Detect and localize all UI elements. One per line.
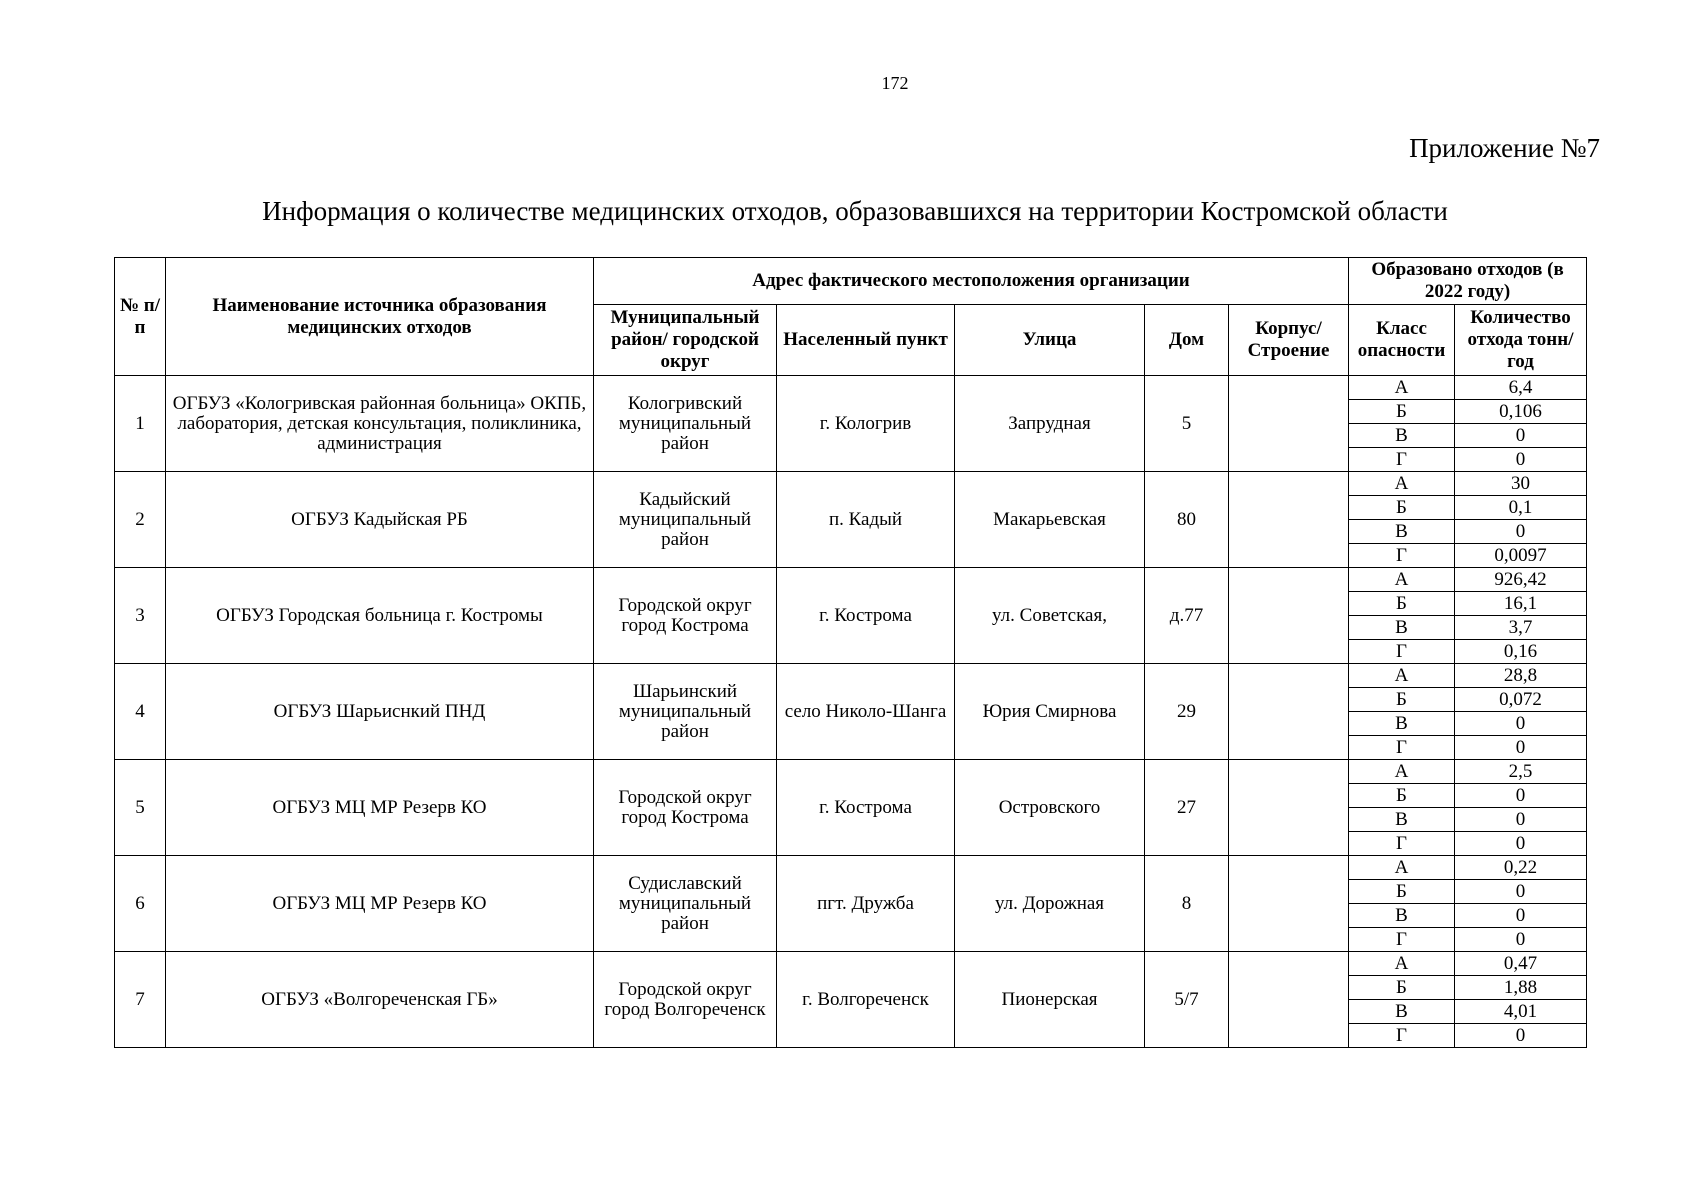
street-cell: Макарьевская <box>955 472 1145 568</box>
locality-cell: г. Кострома <box>777 568 955 664</box>
hazard-class-cell: Г <box>1349 544 1455 568</box>
source-name-cell: ОГБУЗ МЦ МР Резерв КО <box>166 760 594 856</box>
hazard-class-cell: Г <box>1349 736 1455 760</box>
amount-cell: 4,01 <box>1455 1000 1587 1024</box>
street-cell: Запрудная <box>955 376 1145 472</box>
table-row <box>115 568 1587 592</box>
locality-cell: г. Волгореченск <box>777 952 955 1048</box>
table-body <box>115 376 1587 1048</box>
hazard-class-cell: Б <box>1349 592 1455 616</box>
hazard-class-cell: А <box>1349 376 1455 400</box>
source-name-cell: ОГБУЗ МЦ МР Резерв КО <box>166 856 594 952</box>
hazard-class-cell: В <box>1349 712 1455 736</box>
locality-cell: г. Кологрив <box>777 376 955 472</box>
hazard-class-cell: А <box>1349 952 1455 976</box>
amount-cell: 0 <box>1455 736 1587 760</box>
amount-cell: 0 <box>1455 904 1587 928</box>
table-row <box>115 376 1587 400</box>
amount-cell: 0 <box>1455 784 1587 808</box>
amount-cell: 3,7 <box>1455 616 1587 640</box>
header-address-group: Адрес фактического местоположения организации <box>594 258 1349 305</box>
appendix-label: Приложение №7 <box>1409 133 1600 163</box>
street-cell: Пионерская <box>955 952 1145 1048</box>
municipality-cell: Судиславский муниципальный район <box>594 856 777 952</box>
amount-cell: 0 <box>1455 880 1587 904</box>
building-cell <box>1229 952 1349 1048</box>
municipality-cell: Кадыйский муниципальный район <box>594 472 777 568</box>
municipality-cell: Городской округ город Кострома <box>594 760 777 856</box>
document-title: Информация о количестве медицинских отходов, образовавшихся на территории Костромской области <box>262 196 1448 226</box>
building-cell <box>1229 664 1349 760</box>
locality-cell: село Николо-Шанга <box>777 664 955 760</box>
amount-cell: 0,22 <box>1455 856 1587 880</box>
hazard-class-cell: В <box>1349 808 1455 832</box>
hazard-class-cell: Б <box>1349 976 1455 1000</box>
source-name-cell: ОГБУЗ Городская больница г. Костромы <box>166 568 594 664</box>
building-cell <box>1229 472 1349 568</box>
locality-cell: п. Кадый <box>777 472 955 568</box>
locality-cell: пгт. Дружба <box>777 856 955 952</box>
table-row <box>115 472 1587 496</box>
amount-cell: 0,16 <box>1455 640 1587 664</box>
house-cell: 29 <box>1145 664 1229 760</box>
hazard-class-cell: В <box>1349 904 1455 928</box>
municipality-cell: Шарьинский муниципальный район <box>594 664 777 760</box>
amount-cell: 0 <box>1455 424 1587 448</box>
amount-cell: 2,5 <box>1455 760 1587 784</box>
hazard-class-cell: Г <box>1349 448 1455 472</box>
municipality-cell: Городской округ город Кострома <box>594 568 777 664</box>
row-number-cell: 5 <box>115 760 166 856</box>
amount-cell: 0 <box>1455 520 1587 544</box>
building-cell <box>1229 760 1349 856</box>
building-cell <box>1229 376 1349 472</box>
source-name-cell: ОГБУЗ Кадыйская РБ <box>166 472 594 568</box>
hazard-class-cell: Б <box>1349 400 1455 424</box>
row-number-cell: 1 <box>115 376 166 472</box>
amount-cell: 0 <box>1455 808 1587 832</box>
hazard-class-cell: В <box>1349 424 1455 448</box>
header-hazard-class: Класс опасности <box>1349 305 1455 376</box>
header-street: Улица <box>955 305 1145 376</box>
table-row <box>115 760 1587 784</box>
amount-cell: 6,4 <box>1455 376 1587 400</box>
amount-cell: 926,42 <box>1455 568 1587 592</box>
locality-cell: г. Кострома <box>777 760 955 856</box>
source-name-cell: ОГБУЗ «Волгореченская ГБ» <box>166 952 594 1048</box>
hazard-class-cell: Б <box>1349 880 1455 904</box>
municipality-cell: Городской округ город Волгореченск <box>594 952 777 1048</box>
amount-cell: 0,106 <box>1455 400 1587 424</box>
hazard-class-cell: А <box>1349 568 1455 592</box>
hazard-class-cell: Б <box>1349 496 1455 520</box>
hazard-class-cell: В <box>1349 1000 1455 1024</box>
source-name-cell: ОГБУЗ Шарьиснкий ПНД <box>166 664 594 760</box>
header-amount: Количество отхода тонн/год <box>1455 305 1587 376</box>
street-cell: ул. Дорожная <box>955 856 1145 952</box>
amount-cell: 0,47 <box>1455 952 1587 976</box>
row-number-cell: 7 <box>115 952 166 1048</box>
header-name: Наименование источника образования медицинских отходов <box>166 258 594 376</box>
hazard-class-cell: Г <box>1349 832 1455 856</box>
house-cell: 5 <box>1145 376 1229 472</box>
row-number-cell: 6 <box>115 856 166 952</box>
house-cell: 80 <box>1145 472 1229 568</box>
street-cell: Островского <box>955 760 1145 856</box>
header-municipality: Муниципальный район/ городской округ <box>594 305 777 376</box>
table-row <box>115 952 1587 976</box>
amount-cell: 30 <box>1455 472 1587 496</box>
street-cell: ул. Советская, <box>955 568 1145 664</box>
row-number-cell: 4 <box>115 664 166 760</box>
medical-waste-table <box>114 257 1587 1048</box>
table-row <box>115 856 1587 880</box>
table-row <box>115 664 1587 688</box>
building-cell <box>1229 856 1349 952</box>
building-cell <box>1229 568 1349 664</box>
header-formed-group: Образовано отходов (в 2022 году) <box>1349 258 1587 305</box>
house-cell: 8 <box>1145 856 1229 952</box>
amount-cell: 0 <box>1455 712 1587 736</box>
hazard-class-cell: Г <box>1349 640 1455 664</box>
house-cell: 27 <box>1145 760 1229 856</box>
street-cell: Юрия Смирнова <box>955 664 1145 760</box>
amount-cell: 0 <box>1455 832 1587 856</box>
hazard-class-cell: В <box>1349 520 1455 544</box>
hazard-class-cell: А <box>1349 472 1455 496</box>
amount-cell: 0 <box>1455 448 1587 472</box>
hazard-class-cell: А <box>1349 664 1455 688</box>
row-number-cell: 2 <box>115 472 166 568</box>
house-cell: 5/7 <box>1145 952 1229 1048</box>
hazard-class-cell: А <box>1349 760 1455 784</box>
hazard-class-cell: А <box>1349 856 1455 880</box>
amount-cell: 0,1 <box>1455 496 1587 520</box>
amount-cell: 0,072 <box>1455 688 1587 712</box>
amount-cell: 0 <box>1455 1024 1587 1048</box>
header-locality: Населенный пункт <box>777 305 955 376</box>
municipality-cell: Кологривский муниципальный район <box>594 376 777 472</box>
hazard-class-cell: В <box>1349 616 1455 640</box>
house-cell: д.77 <box>1145 568 1229 664</box>
amount-cell: 0 <box>1455 928 1587 952</box>
hazard-class-cell: Б <box>1349 688 1455 712</box>
page-number: 172 <box>881 73 909 93</box>
amount-cell: 1,88 <box>1455 976 1587 1000</box>
hazard-class-cell: Г <box>1349 928 1455 952</box>
hazard-class-cell: Б <box>1349 784 1455 808</box>
row-number-cell: 3 <box>115 568 166 664</box>
header-building: Корпус/ Строение <box>1229 305 1349 376</box>
amount-cell: 16,1 <box>1455 592 1587 616</box>
source-name-cell: ОГБУЗ «Кологривская районная больница» ОКПБ, лаборатория, детская консультация, поликлиника, администрация <box>166 376 594 472</box>
header-num: № п/п <box>115 258 166 376</box>
amount-cell: 0,0097 <box>1455 544 1587 568</box>
amount-cell: 28,8 <box>1455 664 1587 688</box>
hazard-class-cell: Г <box>1349 1024 1455 1048</box>
header-house: Дом <box>1145 305 1229 376</box>
